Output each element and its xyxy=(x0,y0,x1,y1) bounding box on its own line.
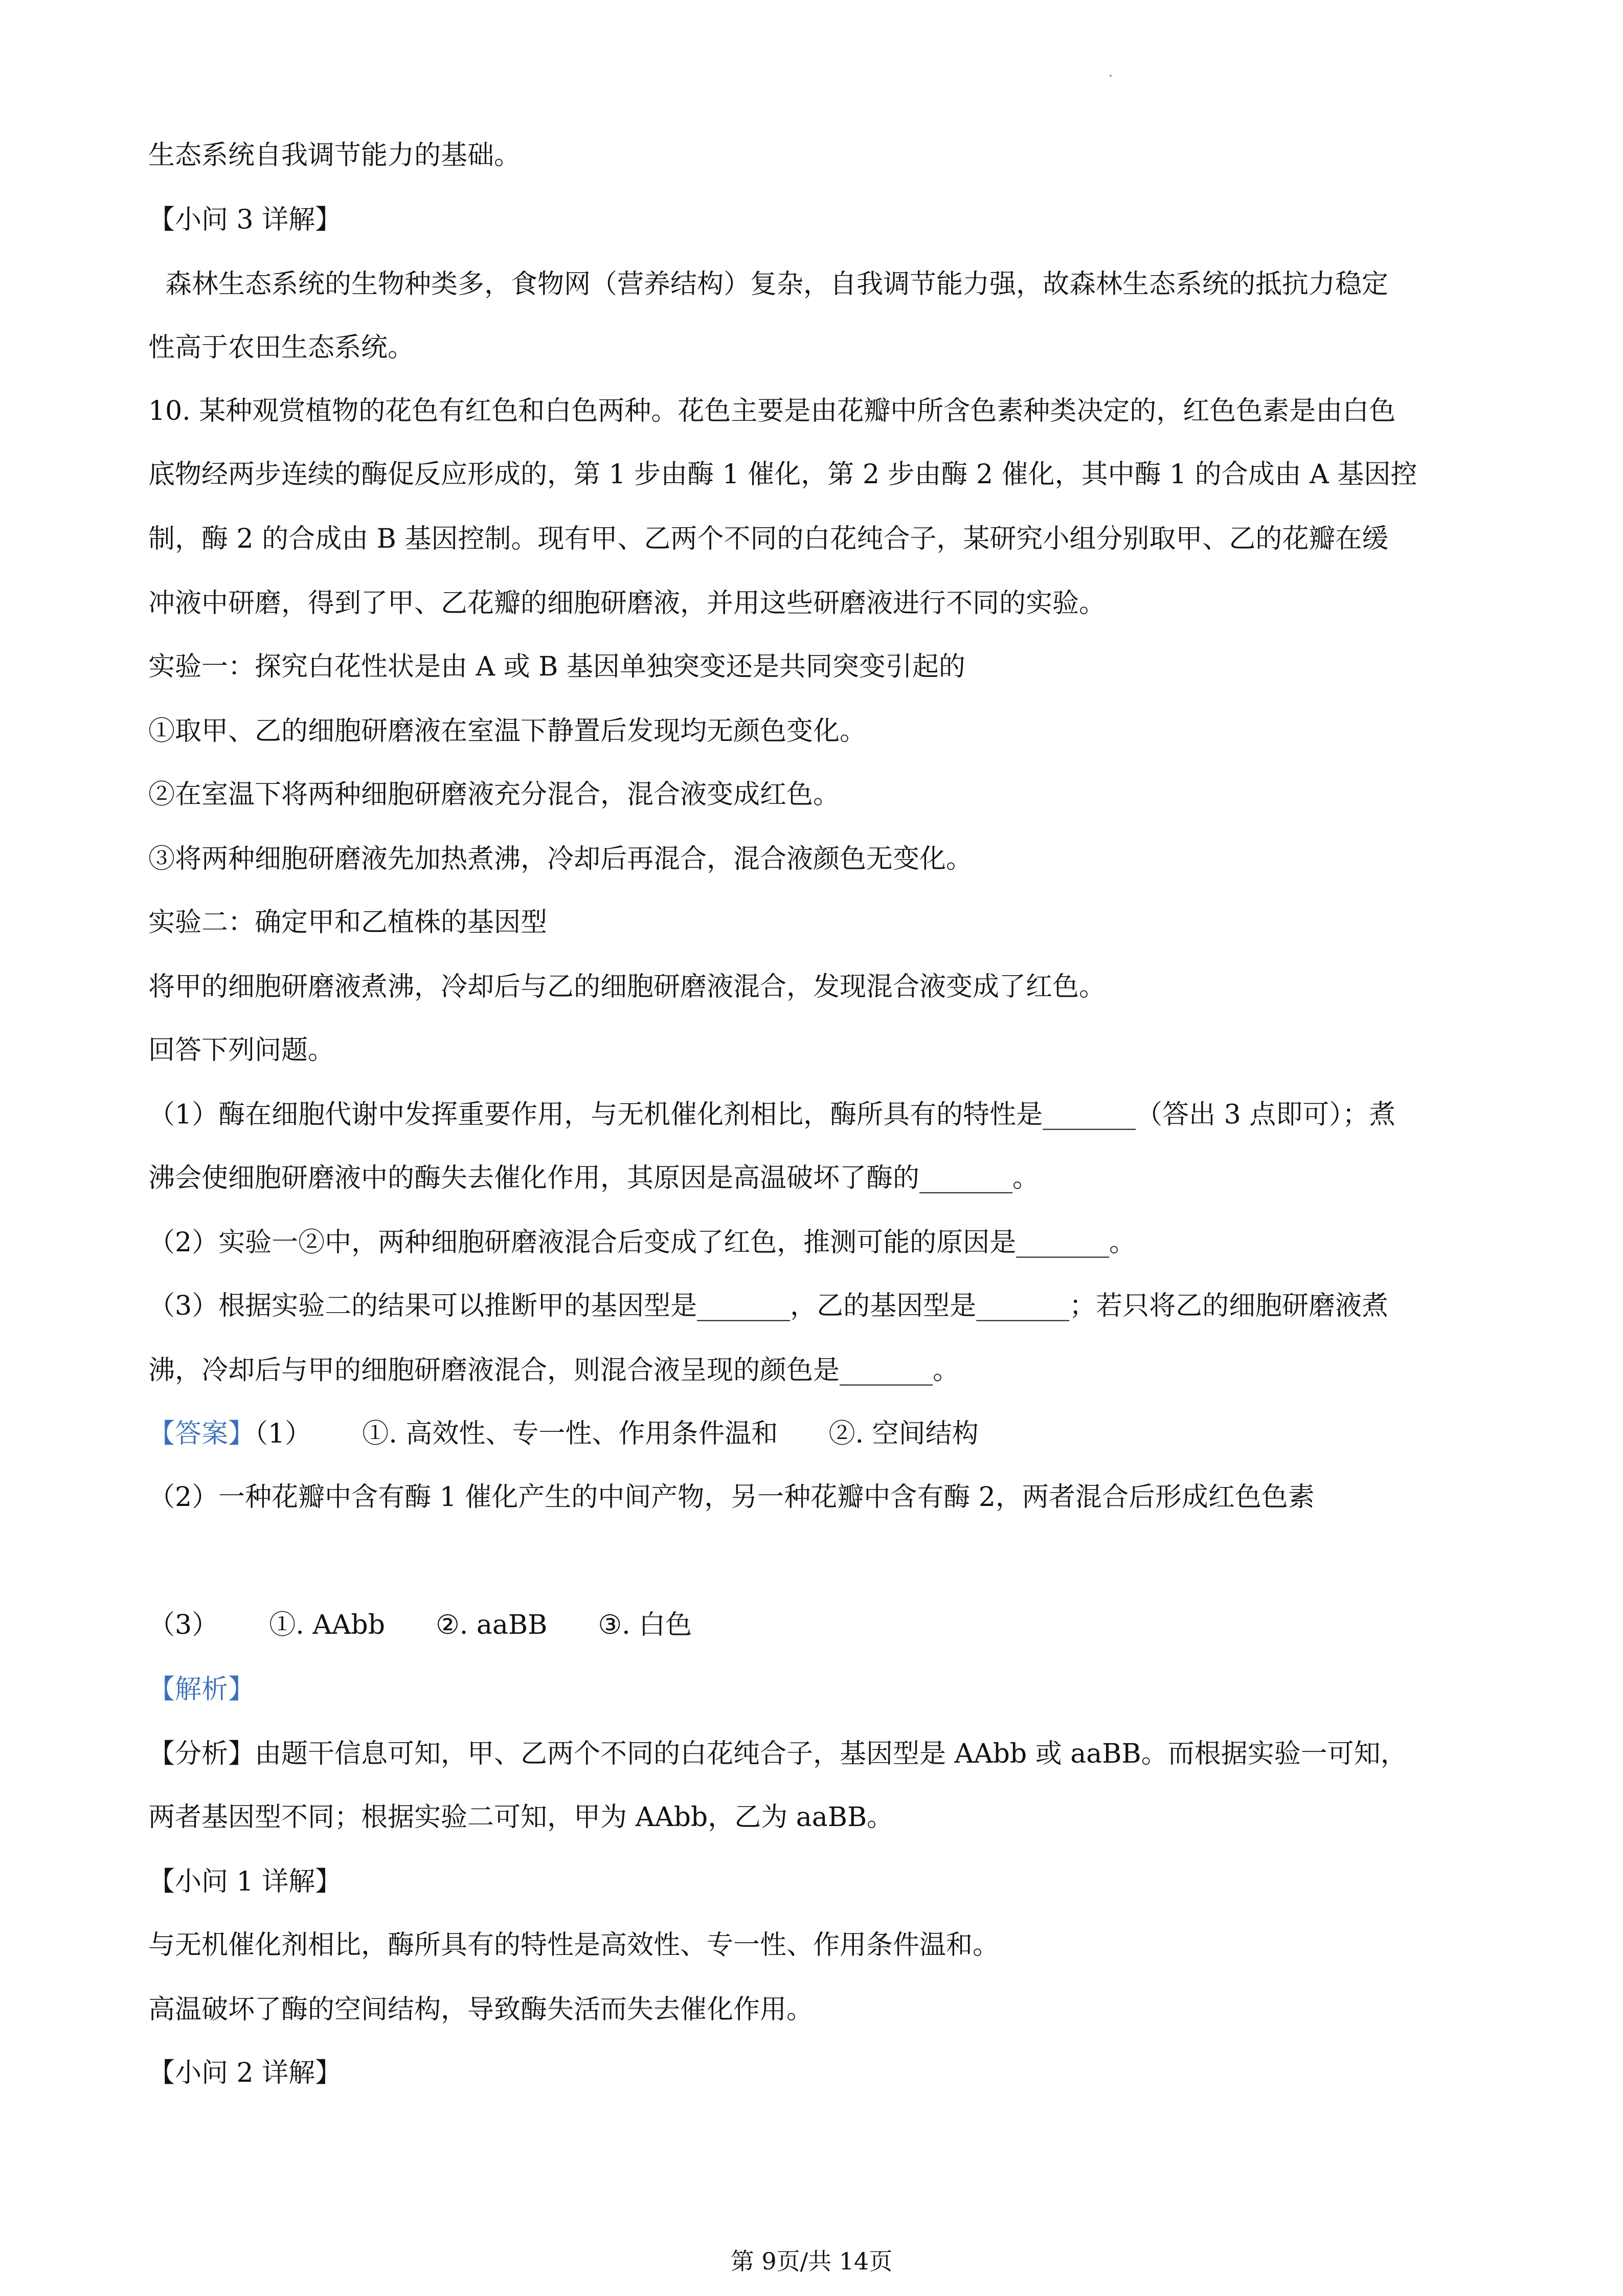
section-heading: 【小问 3 详解】 xyxy=(148,205,342,235)
analysis-line: 【分析】由题干信息可知，甲、乙两个不同的白花纯合子，基因型是 AAbb 或 aaBB。而根据实验一可知， xyxy=(148,1739,1407,1769)
experiment-step: ②在室温下将两种细胞研磨液充分混合，混合液变成红色。 xyxy=(148,779,840,810)
answer-line-1: 【答案】（1） ①. 高效性、专一性、作用条件温和 ②. 空间结构 xyxy=(148,1419,979,1449)
text-line: 回答下列问题。 xyxy=(148,1035,335,1066)
answer-label: 【答案】 xyxy=(148,1419,255,1449)
sub-question: 沸，冷却后与甲的细胞研磨液混合，则混合液呈现的颜色是_______。 xyxy=(148,1355,960,1386)
experiment-step: ①取甲、乙的细胞研磨液在室温下静置后发现均无颜色变化。 xyxy=(148,716,867,747)
text-line: 生态系统自我调节能力的基础。 xyxy=(148,140,521,171)
analysis-label: 【解析】 xyxy=(148,1674,255,1705)
question-line: 底物经两步连续的酶促反应形成的，第 1 步由酶 1 催化，第 2 步由酶 2 催化，其中酶 1 的合成由 A 基因控 xyxy=(148,459,1417,490)
sub-question: （2）实验一②中，两种细胞研磨液混合后变成了红色，推测可能的原因是_______。 xyxy=(148,1227,1136,1258)
page-footer: 第 9页/共 14页 xyxy=(730,2247,893,2275)
question-line: 10. 某种观赏植物的花色有红色和白色两种。花色主要是由花瓣中所含色素种类决定的，红色色素是由白色 xyxy=(148,396,1396,426)
question-line: 制，酶 2 的合成由 B 基因控制。现有甲、乙两个不同的白花纯合子，某研究小组分别取甲、乙的花瓣在缓 xyxy=(148,524,1389,554)
experiment-step: ③将两种细胞研磨液先加热煮沸，冷却后再混合，混合液颜色无变化。 xyxy=(148,844,973,874)
text-line: 与无机催化剂相比，酶所具有的特性是高效性、专一性、作用条件温和。 xyxy=(148,1930,1000,1961)
section-heading: 【小问 1 详解】 xyxy=(148,1866,342,1897)
sub-question: （1）酶在细胞代谢中发挥重要作用，与无机催化剂相比，酶所具有的特性是_______（答出 3 点即可）；煮 xyxy=(148,1099,1396,1130)
text-line: 森林生态系统的生物种类多，食物网（营养结构）复杂，自我调节能力强，故森林生态系统的抵抗力稳定 xyxy=(148,269,1389,300)
question-line: 冲液中研磨，得到了甲、乙花瓣的细胞研磨液，并用这些研磨液进行不同的实验。 xyxy=(148,588,1106,619)
experiment-title: 实验二：确定甲和乙植株的基因型 xyxy=(148,907,548,938)
analysis-line: 两者基因型不同；根据实验二可知，甲为 AAbb，乙为 aaBB。 xyxy=(148,1802,894,1833)
sub-question: 沸会使细胞研磨液中的酶失去催化作用，其原因是高温破坏了酶的_______。 xyxy=(148,1163,1040,1194)
answer-line-2: （2）一种花瓣中含有酶 1 催化产生的中间产物，另一种花瓣中含有酶 2，两者混合后形成红色色素 xyxy=(148,1482,1315,1513)
section-heading: 【小问 2 详解】 xyxy=(148,2058,342,2088)
text-line: 高温破坏了酶的空间结构，导致酶失活而失去催化作用。 xyxy=(148,1994,814,2025)
answer-line-3: （3） ①. AAbb ②. aaBB ③. 白色 xyxy=(148,1610,692,1640)
experiment-step: 将甲的细胞研磨液煮沸，冷却后与乙的细胞研磨液混合，发现混合液变成了红色。 xyxy=(148,972,1106,1002)
sub-question: （3）根据实验二的结果可以推断甲的基因型是_______，乙的基因型是_______；若只将乙的细胞研磨液煮 xyxy=(148,1291,1389,1321)
scan-dot xyxy=(1110,75,1112,77)
experiment-title: 实验一：探究白花性状是由 A 或 B 基因单独突变还是共同突变引起的 xyxy=(148,651,965,682)
text-line: 性高于农田生态系统。 xyxy=(148,332,415,363)
